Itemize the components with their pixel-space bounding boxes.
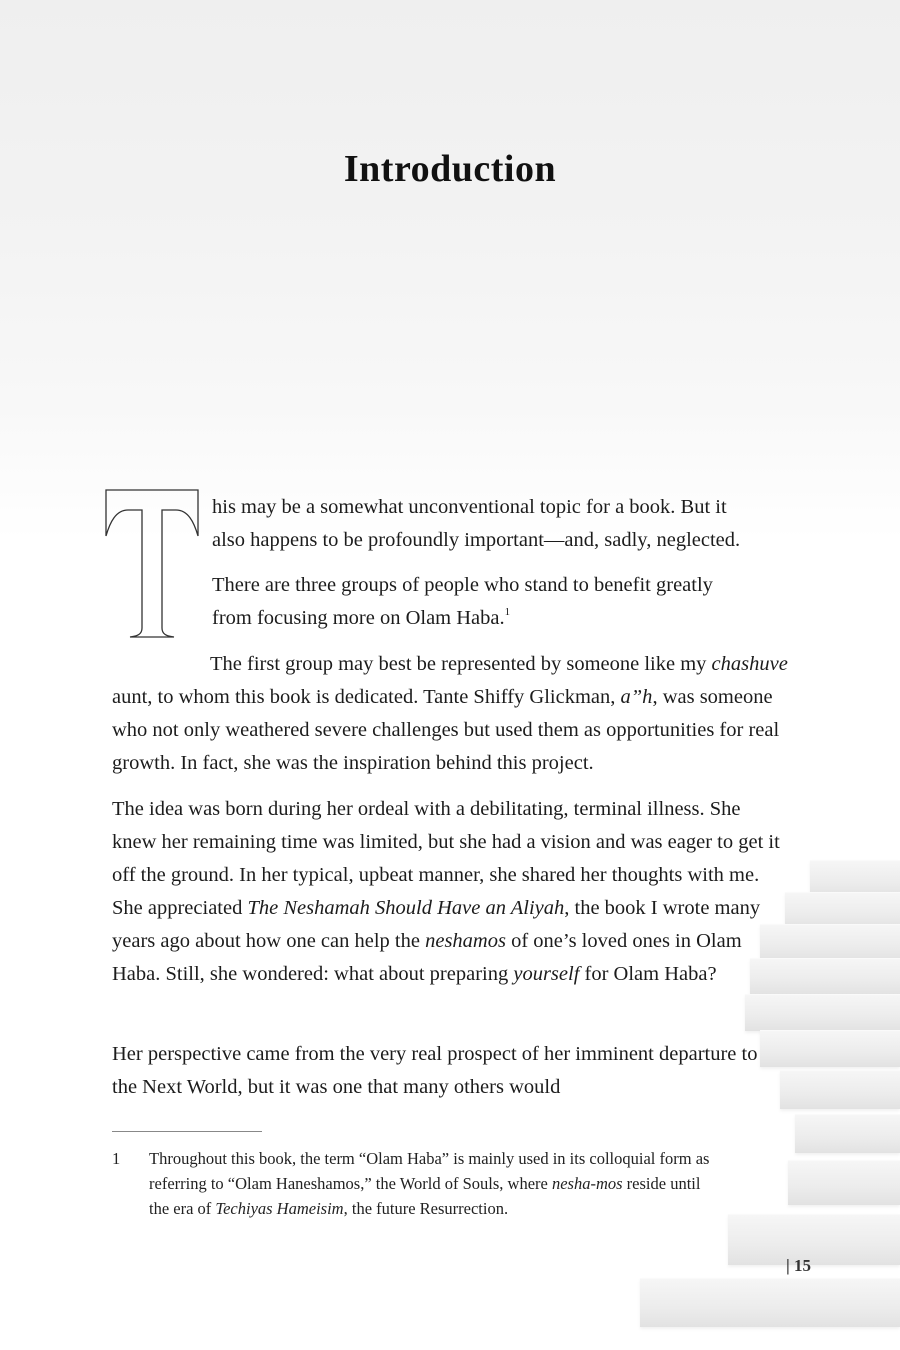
stair-step (640, 1278, 900, 1327)
drop-cap-letter (104, 488, 200, 640)
text-line: There are three groups of people who stand to benefit greatly (212, 574, 713, 596)
italic-term: Techiyas Hameisim (215, 1199, 344, 1218)
stair-step (795, 1114, 900, 1153)
paragraph-4 (112, 793, 784, 991)
paragraph-5 (112, 1038, 777, 1104)
paragraph-1 (212, 491, 792, 557)
text-run: for Olam Haba? (579, 963, 717, 985)
italic-term: yourself (513, 963, 580, 985)
italic-term: neshamos (425, 930, 506, 952)
stair-step (780, 1070, 900, 1109)
text-run: , the book I wrote many years ago about how one can help the (112, 897, 761, 952)
paragraph-3 (112, 648, 792, 780)
chapter-title: Introduction (343, 148, 557, 191)
paragraph-2 (212, 569, 792, 635)
text-run: reside until the era of (149, 1174, 701, 1218)
text-run: The first group may best be represented by someone like my (210, 653, 712, 675)
page-number: | 15 (786, 1256, 811, 1275)
text-run: Her perspective came from the very real prospect of her imminent departure to the Next World, but it was one that many others would (112, 1043, 758, 1098)
text-line: also happens to be profoundly important—and, sadly, neglected. (212, 529, 741, 551)
footnote-reference[interactable]: 1 (504, 606, 511, 618)
text-line: from focusing more on Olam Haba. (212, 607, 505, 629)
stair-step (728, 1214, 900, 1265)
text-run: of one’s loved ones in Olam Haba. Still, she wondered: what about preparing (112, 930, 742, 985)
stair-step (745, 994, 900, 1031)
book-title: The Neshamah Should Have an Aliyah (247, 897, 565, 919)
stair-step (788, 1160, 900, 1205)
text-run: The idea was born during her ordeal with a debilitating, terminal illness. She knew her remaining time was limited, but she had a vision and was eager to get it off the ground. In her typical, upbeat manner, she shared her thoughts with me. She appreciated (112, 798, 780, 919)
stair-step (760, 1030, 900, 1067)
text-run: , was someone who not only weathered severe challenges but used them as opportunities for real growth. In fact, she was the inspiration behind this project. (112, 686, 780, 774)
text-run: , the future Resurrection. (343, 1199, 509, 1218)
italic-term: chashuve (711, 653, 788, 675)
italic-term: nesha-mos (551, 1174, 623, 1193)
footnote-number: 1 (112, 1149, 121, 1168)
footnote-divider (112, 1131, 262, 1132)
text-run: Throughout this book, the term “Olam Haba” is mainly used in its colloquial form as referring to “Olam Haneshamos,” the World of Souls, where (149, 1149, 710, 1193)
text-line: his may be a somewhat unconventional topic for a book. But it (212, 496, 727, 518)
italic-term: a”h (620, 686, 653, 708)
text-run: aunt, to whom this book is dedicated. Tante Shiffy Glickman, (112, 686, 621, 708)
footnote (112, 1146, 722, 1221)
